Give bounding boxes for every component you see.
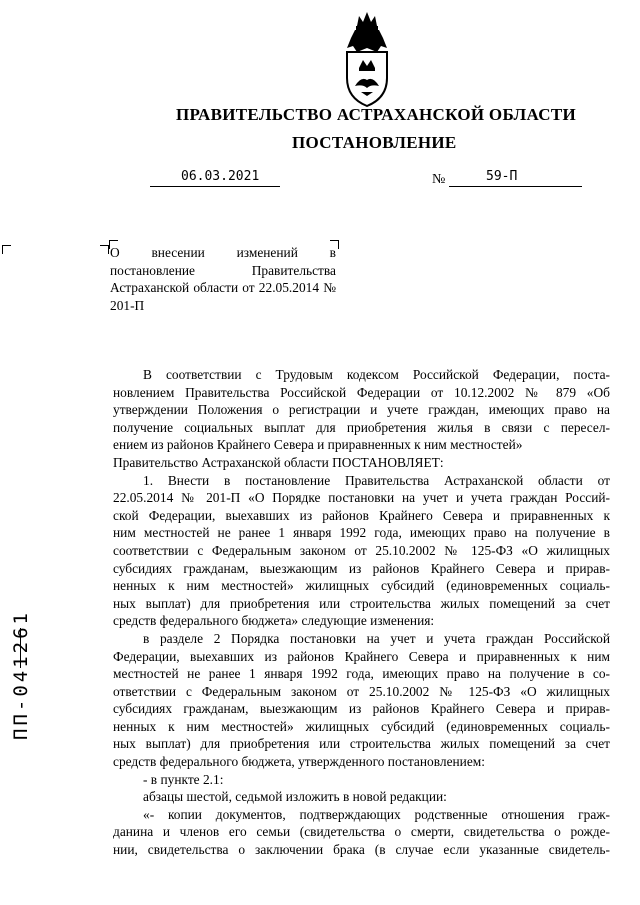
number-underline: [449, 186, 582, 187]
document-subject: О внесении изменений в постановление Правительства Астраханской области от 22.05.2014 № 201-П: [110, 245, 336, 313]
corner-mark: [2, 245, 11, 254]
document-number: 59-П: [486, 169, 518, 184]
body-line: ненных к ним местностей» жилищных субсидий (единовременных социаль-: [113, 718, 610, 734]
body-line: ных выплат) для приобретения или строительства жилых помещений за счет: [113, 736, 610, 752]
body-line: ответствии с Федеральным законом от 25.10.2002 № 125-ФЗ «О жилищных: [113, 683, 610, 699]
body-line: В соответствии с Трудовым кодексом Российской Федерации, поста-: [143, 367, 610, 382]
body-line: средств федерального бюджета» следующие изменения:: [113, 613, 435, 629]
body-line: - в пункте 2.1:: [143, 771, 224, 787]
document-type-title: ПОСТАНОВЛЕНИЕ: [292, 133, 457, 152]
body-line: абзацы шестой, седьмой изложить в новой редакции:: [143, 789, 447, 805]
body-line: 22.05.2014 № 201-П «О Порядке постановки на учет и учета граждан Россий-: [113, 490, 610, 506]
body-line: ской Федерации, выехавших из районов Крайнего Севера и приравненных к: [113, 507, 610, 523]
body-line: получение социальных выплат для приобретения жилья в связи с пересел-: [113, 419, 610, 435]
date-underline: [150, 186, 280, 187]
body-line: нии, свидетельства о заключении брака (в случае если указанные свидетель-: [113, 842, 610, 858]
body-line: данина и членов его семьи (свидетельства о смерти, свидетельства о рожде-: [113, 824, 610, 840]
body-line: ним местностей не ранее 1 января 1992 года, имеющих право на получение в: [113, 525, 610, 541]
body-line: субсидиях гражданам, выезжающим из районов Крайнего Севера и прирав-: [113, 560, 610, 576]
body-line: новлением Правительства Российской Федерации от 10.12.2002 № 879 «Об: [113, 384, 610, 400]
body-line: утверждении Положения о регистрации и учете граждан, имеющих право на: [113, 402, 610, 418]
body-line: средств федерального бюджета, утвержденного постановлением:: [113, 754, 485, 770]
body-line: ением из районов Крайнего Севера и приравненных к ним местностей»: [113, 437, 523, 453]
body-line: Федерации, выехавших из районов Крайнего Севера и приравненных к ним: [113, 648, 610, 664]
body-line: местностей не ранее 1 января 1992 года, имеющих право на получение в со-: [113, 666, 610, 682]
body-line: в разделе 2 Порядка постановки на учет и учета граждан Российской: [143, 630, 610, 646]
coat-of-arms-emblem: [341, 8, 393, 108]
document-body: [113, 366, 610, 859]
body-line: «- копии документов, подтверждающих родственные отношения граж-: [143, 806, 610, 822]
body-line: 1. Внести в постановление Правительства Астраханской области от: [143, 472, 610, 488]
body-line: Правительство Астраханской области ПОСТАНОВЛЯЕТ:: [113, 454, 444, 470]
number-sign: №: [432, 172, 446, 187]
body-line: ных выплат) для приобретения или строительства жилых помещений за счет: [113, 595, 610, 611]
body-line: соответствии с Федеральным законом от 25.10.2002 № 125-ФЗ «О жилищных: [113, 542, 610, 558]
side-serial-number: ПП-041261: [10, 610, 32, 740]
body-line: ненных к ним местностей» жилищных субсидий (единовременных социаль-: [113, 578, 610, 594]
organization-title: ПРАВИТЕЛЬСТВО АСТРАХАНСКОЙ ОБЛАСТИ: [176, 105, 576, 124]
corner-mark: [100, 245, 109, 254]
body-line: субсидиях гражданам, выезжающим из районов Крайнего Севера и прирав-: [113, 701, 610, 717]
document-date: 06.03.2021: [181, 169, 260, 184]
